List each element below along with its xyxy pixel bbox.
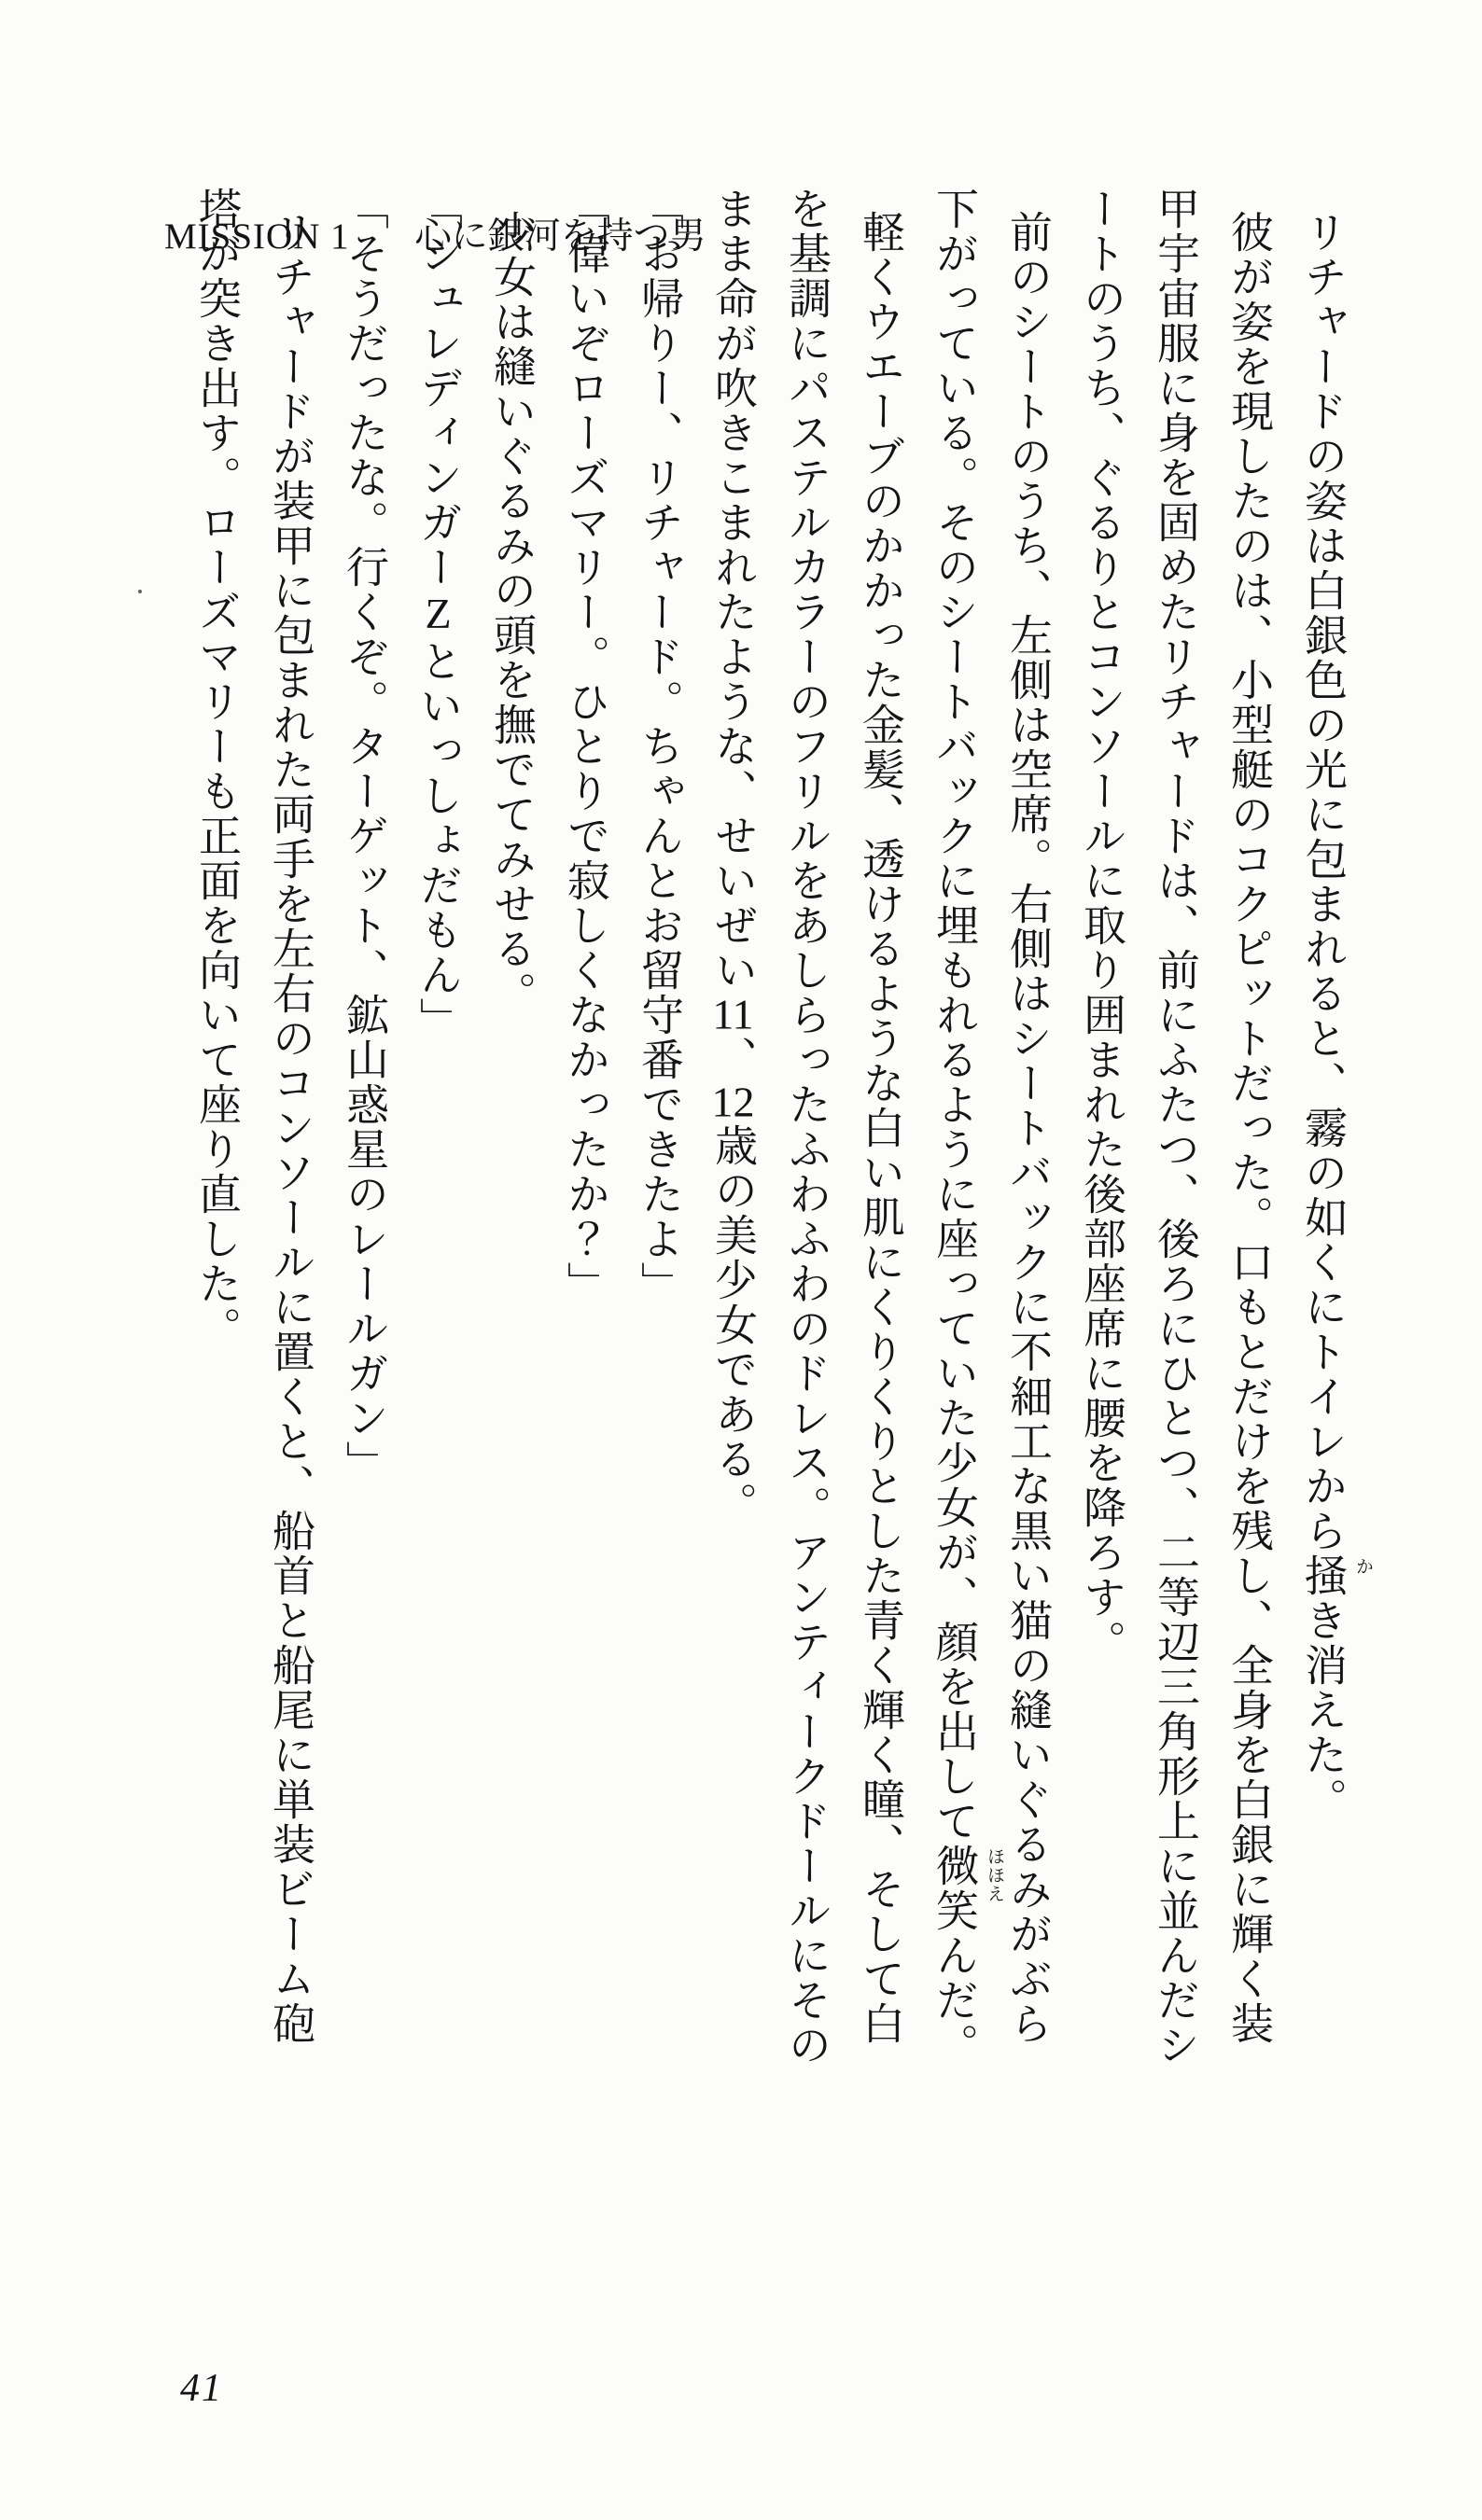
text-column bbox=[328, 187, 401, 2090]
text-run: 「偉いぞローズマリー。ひとりで寂しくなかったか？」 bbox=[562, 187, 609, 1306]
text-run: 歳の美少女である。 bbox=[709, 1123, 757, 1526]
text-run: 甲宇宙服に身を固めたリチャードは、前にふたつ、後ろにひとつ、二等辺三角形上に並んだシ bbox=[1152, 187, 1199, 2068]
upright-latin: Z bbox=[414, 590, 462, 639]
text-column bbox=[770, 187, 844, 2090]
page-number: 41 bbox=[180, 2367, 223, 2410]
text-run: リチャードが装甲に包まれた両手を左右のコンソールに置くと、船首と船尾に単装ビーム砲 bbox=[267, 210, 315, 2046]
tcy-number: 12 bbox=[711, 1080, 755, 1123]
text-run: 「お帰りー、リチャード。ちゃんとお留守番できたよ」 bbox=[636, 187, 683, 1306]
text-run: 、 bbox=[709, 1036, 757, 1080]
ruby-annotation: 掻 か bbox=[1299, 1553, 1373, 1598]
text-column bbox=[1212, 187, 1286, 2090]
text-column bbox=[1139, 187, 1212, 2090]
ruby-annotation: 微笑 ほほえ bbox=[930, 1844, 1004, 1933]
text-column bbox=[180, 187, 254, 2090]
text-run: まま命が吹きこまれたような、せいぜい bbox=[709, 187, 757, 993]
mission-number: MISSION 1 bbox=[164, 216, 350, 257]
text-column bbox=[1065, 187, 1139, 2090]
text-run: リチャードの姿は白銀色の光に包まれると、霧の如くにトイレから bbox=[1299, 210, 1347, 1553]
chapter-title: 心に銀河を持つ男 bbox=[414, 216, 706, 257]
text-run: 前のシートのうち、左側は空席。右側はシートバックに不細工な黒い猫の縫いぐるみがぶら bbox=[1004, 210, 1052, 2046]
text-run: といっしょだもん」 bbox=[414, 639, 462, 1042]
text-run: 下がっている。そのシートバックに埋もれるように座っていた少女が、顔を出して bbox=[930, 187, 978, 1844]
text-column bbox=[622, 187, 696, 2090]
text-column bbox=[696, 187, 770, 2090]
text-run: 少女は縫いぐるみの頭を撫でてみせる。 bbox=[488, 210, 536, 1016]
text-run: 「そうだったな。行くぞ。ターゲット、鉱山惑星のレールガン」 bbox=[341, 187, 388, 1485]
text-column bbox=[991, 187, 1065, 2090]
text-column bbox=[401, 187, 475, 2090]
text-run: 「シュレディンガー bbox=[414, 187, 462, 590]
text-run: を基調にパステルカラーのフリルをあしらったふわふわのドレス。アンティークドールにその bbox=[783, 187, 831, 2068]
text-run: 軽くウエーブのかかった金髪、透けるような白い肌にくりくりとした青く輝く瞳、そして白 bbox=[857, 210, 904, 2046]
text-column bbox=[1286, 187, 1373, 2090]
ink-speck bbox=[138, 590, 142, 593]
furigana: か bbox=[1353, 1557, 1373, 1576]
furigana: ほほえ bbox=[985, 1847, 1004, 1903]
text-run: んだ。 bbox=[930, 1933, 978, 2068]
text-run: き消えた。 bbox=[1299, 1598, 1347, 1822]
text-column bbox=[475, 187, 549, 2090]
text-column bbox=[917, 187, 1004, 2090]
text-column bbox=[844, 187, 917, 2090]
text-run: 塔が突き出す。ローズマリーも正面を向いて座り直した。 bbox=[193, 187, 241, 1351]
vertical-text-block bbox=[180, 187, 1373, 2090]
text-run: ートのうち、ぐるりとコンソールに取り囲まれた後部座席に腰を降ろす。 bbox=[1078, 187, 1125, 1664]
text-run: 彼が姿を現したのは、小型艇のコクピットだった。口もとだけを残し、全身を白銀に輝く装 bbox=[1225, 210, 1273, 2046]
text-column bbox=[549, 187, 622, 2090]
text-column bbox=[254, 187, 328, 2090]
tcy-number: 11 bbox=[712, 993, 754, 1036]
